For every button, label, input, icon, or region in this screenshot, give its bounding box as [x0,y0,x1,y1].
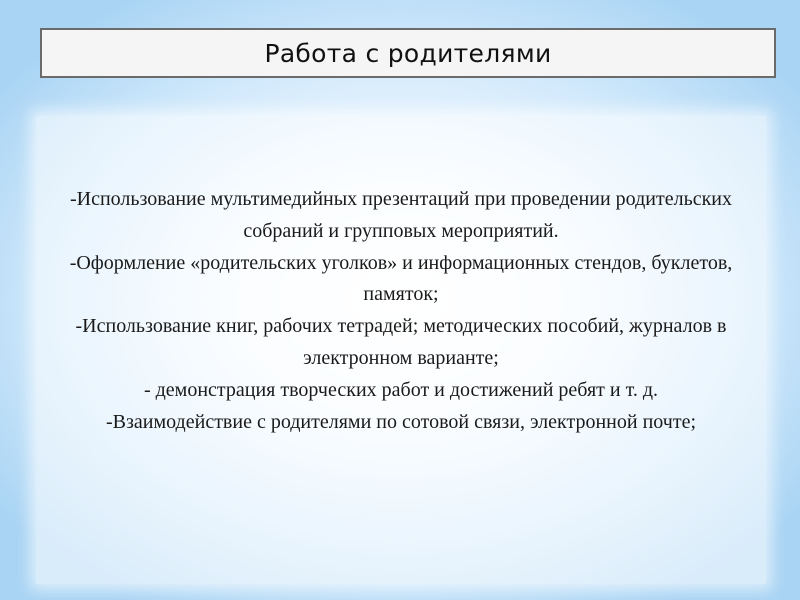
slide-title: Работа с родителями [264,38,552,68]
list-item: -Взаимодействие с родителями по сотовой связи, электронной почте; [106,410,696,433]
list-item: -Оформление «родительских уголков» и информационных стендов, буклетов, памяток; [69,251,733,306]
title-box [40,28,776,78]
content-text [40,184,762,438]
list-item: - демонстрация творческих работ и достижений ребят и т. д. [143,378,659,401]
list-item: -Использование книг, рабочих тетрадей; методических пособий, журналов в электронном варианте; [75,315,727,369]
list-item: -Использование мультимедийных презентаций при проведении родительских собраний и групповых мероприятий. [69,188,732,242]
